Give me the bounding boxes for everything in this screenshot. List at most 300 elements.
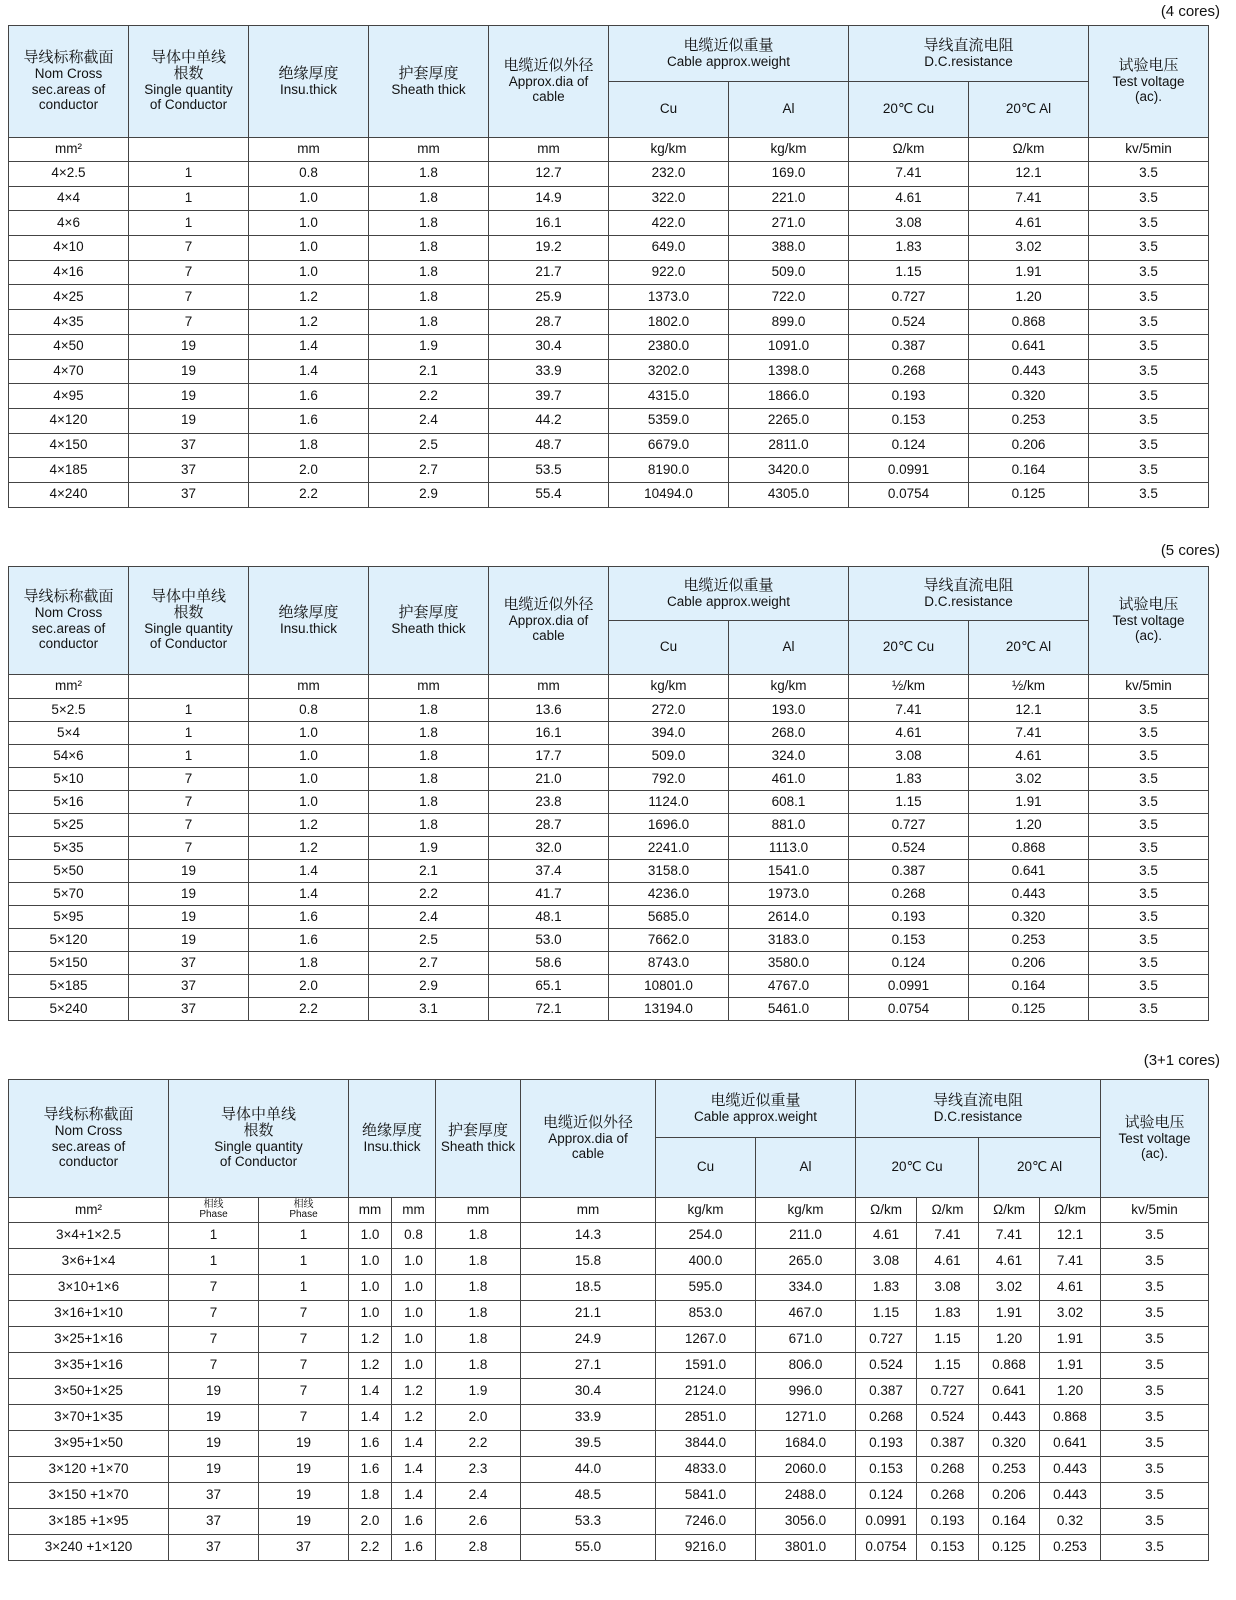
table-cell: 0.268 (849, 883, 969, 906)
row-size-cell: 3×150 +1×70 (9, 1483, 169, 1509)
table-cell: 1.8 (369, 260, 489, 285)
row-size-cell: 3×35+1×16 (9, 1353, 169, 1379)
header-res-cu: 20℃ Cu (849, 621, 969, 675)
row-size-cell: 5×25 (9, 814, 129, 837)
table-cell: 8190.0 (609, 458, 729, 483)
table-cell: 3.5 (1089, 482, 1209, 507)
table-cell: 3.5 (1089, 745, 1209, 768)
table-cell: 1.8 (436, 1249, 521, 1275)
table-cell: 5359.0 (609, 408, 729, 433)
table-cell: 1.8 (369, 814, 489, 837)
table-cell: 1.8 (369, 162, 489, 187)
table-cell: 48.7 (489, 433, 609, 458)
table-cell: 48.5 (521, 1483, 656, 1509)
table-cell: 2.1 (369, 359, 489, 384)
table-cell: 193.0 (729, 699, 849, 722)
table-cell: 422.0 (609, 211, 729, 236)
table-cell: 1.91 (969, 260, 1089, 285)
table-cell: 1271.0 (756, 1405, 856, 1431)
table-cell: 1.2 (249, 285, 369, 310)
table-row (9, 768, 1209, 791)
table-cell: 18.5 (521, 1275, 656, 1301)
table-cell: 19 (129, 860, 249, 883)
table-cell: 4.61 (969, 745, 1089, 768)
table-cell: 39.5 (521, 1431, 656, 1457)
table-cell: 2.0 (436, 1405, 521, 1431)
table-cell: 792.0 (609, 768, 729, 791)
table-row (9, 1249, 1209, 1275)
unit-cell: mm (392, 1198, 436, 1223)
table-cell: 7 (129, 285, 249, 310)
table-cell: 0.206 (979, 1483, 1040, 1509)
row-size-cell: 3×185 +1×95 (9, 1509, 169, 1535)
table-cell: 0.443 (1040, 1457, 1101, 1483)
table-cell: 1.6 (249, 408, 369, 433)
table-cell: 3.5 (1089, 285, 1209, 310)
table-cell: 3.5 (1101, 1431, 1209, 1457)
table-cell: 461.0 (729, 768, 849, 791)
table-row (9, 1535, 1209, 1561)
table-cell: 19 (169, 1405, 259, 1431)
table-cell: 3183.0 (729, 929, 849, 952)
table-row (9, 883, 1209, 906)
table-cell: 211.0 (756, 1223, 856, 1249)
table-cell: 0.320 (979, 1431, 1040, 1457)
table-cell: 5461.0 (729, 998, 849, 1021)
header-sheath: 护套厚度 Sheath thick (369, 26, 489, 138)
table-cell: 3.5 (1101, 1353, 1209, 1379)
table-cell: 28.7 (489, 310, 609, 335)
table-cell: 65.1 (489, 975, 609, 998)
table-cell: 6679.0 (609, 433, 729, 458)
unit-cell: mm (349, 1198, 392, 1223)
table-cell: 1802.0 (609, 310, 729, 335)
table-cell: 1.0 (249, 722, 369, 745)
table-cell: 608.1 (729, 791, 849, 814)
table-cell: 32.0 (489, 837, 609, 860)
table-cell: 7.41 (969, 722, 1089, 745)
row-size-cell: 4×2.5 (9, 162, 129, 187)
table-cell: 12.1 (1040, 1223, 1101, 1249)
table-row (9, 260, 1209, 285)
row-size-cell: 4×4 (9, 186, 129, 211)
table-cell: 33.9 (489, 359, 609, 384)
table-cell: 19 (259, 1509, 349, 1535)
table-cell: 3.5 (1089, 883, 1209, 906)
table-cell: 4305.0 (729, 482, 849, 507)
table-cell: 3.5 (1089, 699, 1209, 722)
unit-cell: mm² (9, 675, 129, 699)
table-cell: 37 (169, 1483, 259, 1509)
table-cell: 1 (259, 1249, 349, 1275)
table-cell: 1 (169, 1223, 259, 1249)
header-sheath: 护套厚度 Sheath thick (436, 1080, 521, 1198)
header-test-voltage: 试验电压 Test voltage (ac). (1101, 1080, 1209, 1198)
table-cell: 7 (169, 1353, 259, 1379)
table-cell: 3.5 (1089, 408, 1209, 433)
table-cell: 4.61 (849, 722, 969, 745)
table-cell: 1.4 (249, 883, 369, 906)
header-resistance: 导线直流电阻 D.C.resistance (849, 26, 1089, 82)
table-cell: 19.2 (489, 236, 609, 261)
table-cell: 1.20 (1040, 1379, 1101, 1405)
table-cell: 7 (259, 1327, 349, 1353)
table-cell: 19 (129, 384, 249, 409)
table-cell: 3.5 (1089, 310, 1209, 335)
table-cell: 7.41 (1040, 1249, 1101, 1275)
table-cell: 1.15 (856, 1301, 917, 1327)
table-cell: 12.1 (969, 699, 1089, 722)
table-cell: 7 (129, 310, 249, 335)
table-cell: 17.7 (489, 745, 609, 768)
table-cell: 388.0 (729, 236, 849, 261)
units-row (9, 1198, 1209, 1223)
unit-cell: 相线 Phase (259, 1198, 349, 1223)
table-row (9, 1353, 1209, 1379)
table-cell: 2.2 (369, 384, 489, 409)
table-cell: 0.206 (969, 433, 1089, 458)
table-cell: 509.0 (729, 260, 849, 285)
row-size-cell: 5×2.5 (9, 699, 129, 722)
table-cell: 899.0 (729, 310, 849, 335)
row-size-cell: 4×95 (9, 384, 129, 409)
table-cell: 4.61 (849, 186, 969, 211)
table-cell: 0.387 (849, 860, 969, 883)
table-cell: 19 (169, 1457, 259, 1483)
table-cell: 0.0991 (856, 1509, 917, 1535)
table-cell: 1.6 (249, 929, 369, 952)
table-cell: 2.9 (369, 975, 489, 998)
table-cell: 7 (129, 236, 249, 261)
table-cell: 1.8 (369, 791, 489, 814)
table-row (9, 310, 1209, 335)
table-cell: 2.2 (249, 998, 369, 1021)
table-cell: 1.8 (436, 1327, 521, 1353)
table-cell: 3.5 (1089, 837, 1209, 860)
table-cell: 21.1 (521, 1301, 656, 1327)
table-cell: 0.164 (979, 1509, 1040, 1535)
table-cell: 3.5 (1101, 1223, 1209, 1249)
row-size-cell: 5×50 (9, 860, 129, 883)
table-cell: 1.4 (392, 1483, 436, 1509)
table-cell: 21.7 (489, 260, 609, 285)
table-row (9, 285, 1209, 310)
table-cell: 0.868 (979, 1353, 1040, 1379)
table-cell: 2124.0 (656, 1379, 756, 1405)
table-row (9, 1483, 1209, 1509)
table-cell: 0.524 (849, 310, 969, 335)
table-row (9, 433, 1209, 458)
table-row (9, 1223, 1209, 1249)
table-cell: 1 (129, 186, 249, 211)
table-cell: 1.8 (369, 186, 489, 211)
table-cell: 0.727 (849, 814, 969, 837)
table-row (9, 334, 1209, 359)
unit-cell: kg/km (756, 1198, 856, 1223)
table-cell: 0.124 (856, 1483, 917, 1509)
header-test-voltage: 试验电压 Test voltage (ac). (1089, 567, 1209, 675)
table-cell: 16.1 (489, 722, 609, 745)
row-size-cell: 4×150 (9, 433, 129, 458)
table-cell: 1.9 (369, 837, 489, 860)
table-cell: 1.8 (436, 1353, 521, 1379)
table-row (9, 1457, 1209, 1483)
table-cell: 3.5 (1089, 722, 1209, 745)
table-cell: 19 (129, 359, 249, 384)
unit-cell: mm² (9, 1198, 169, 1223)
table-cell: 0.443 (969, 883, 1089, 906)
table-cell: 1.0 (249, 211, 369, 236)
table-cell: 0.443 (969, 359, 1089, 384)
table-cell: 2614.0 (729, 906, 849, 929)
table-cell: 55.4 (489, 482, 609, 507)
table-cell: 0.253 (969, 929, 1089, 952)
table-cell: 1.15 (849, 791, 969, 814)
header-weight-al: Al (729, 621, 849, 675)
table-cell: 19 (169, 1431, 259, 1457)
table-cell: 5841.0 (656, 1483, 756, 1509)
table-cell: 1541.0 (729, 860, 849, 883)
table-cell: 1.0 (349, 1301, 392, 1327)
table-cell: 3.5 (1089, 768, 1209, 791)
table-cell: 1.83 (849, 236, 969, 261)
table-cell: 400.0 (656, 1249, 756, 1275)
unit-cell: mm (436, 1198, 521, 1223)
unit-cell: Ω/km (979, 1198, 1040, 1223)
row-size-cell: 3×4+1×2.5 (9, 1223, 169, 1249)
unit-cell: 相线 Phase (169, 1198, 259, 1223)
header-weight-al: Al (756, 1138, 856, 1198)
row-size-cell: 5×35 (9, 837, 129, 860)
unit-cell: ½/km (849, 675, 969, 699)
table-cell: 1.4 (249, 359, 369, 384)
table-cell: 8743.0 (609, 952, 729, 975)
table-cell: 232.0 (609, 162, 729, 187)
table-cell: 1 (129, 722, 249, 745)
table-cell: 19 (129, 906, 249, 929)
unit-cell: Ω/km (1040, 1198, 1101, 1223)
table-cell: 1.8 (369, 745, 489, 768)
table-cell: 334.0 (756, 1275, 856, 1301)
table-cell: 7 (129, 814, 249, 837)
table-cell: 2.0 (349, 1509, 392, 1535)
table-cell: 3.5 (1089, 929, 1209, 952)
table-cell: 16.1 (489, 211, 609, 236)
header-weight-cu: Cu (609, 82, 729, 138)
table-cell: 2060.0 (756, 1457, 856, 1483)
table-cell: 1.83 (856, 1275, 917, 1301)
row-size-cell: 3×70+1×35 (9, 1405, 169, 1431)
table-cell: 19 (259, 1483, 349, 1509)
table-cell: 1.9 (436, 1379, 521, 1405)
table-cell: 44.0 (521, 1457, 656, 1483)
table-cell: 3.1 (369, 998, 489, 1021)
header-res-cu: 20℃ Cu (849, 82, 969, 138)
table-cell: 0.0754 (849, 482, 969, 507)
table-cell: 1091.0 (729, 334, 849, 359)
table-cell: 0.524 (856, 1353, 917, 1379)
table-cell: 3.5 (1101, 1483, 1209, 1509)
table-cell: 2811.0 (729, 433, 849, 458)
table-cell: 1.20 (969, 285, 1089, 310)
table-cell: 1.0 (392, 1353, 436, 1379)
header-res-cu: 20℃ Cu (856, 1138, 979, 1198)
row-size-cell: 3×240 +1×120 (9, 1535, 169, 1561)
unit-cell: Ω/km (917, 1198, 979, 1223)
table-cell: 1.0 (249, 745, 369, 768)
table-cell: 24.9 (521, 1327, 656, 1353)
table-cell: 0.0754 (849, 998, 969, 1021)
table-row (9, 186, 1209, 211)
table-row (9, 952, 1209, 975)
spec-table-5-cores (8, 566, 1209, 1021)
table-cell: 58.6 (489, 952, 609, 975)
table-cell: 0.641 (969, 334, 1089, 359)
table-cell: 853.0 (656, 1301, 756, 1327)
table-cell: 0.268 (856, 1405, 917, 1431)
table-cell: 10801.0 (609, 975, 729, 998)
table-cell: 3158.0 (609, 860, 729, 883)
table-cell: 7 (259, 1353, 349, 1379)
table-cell: 7 (129, 768, 249, 791)
table-cell: 1.8 (369, 722, 489, 745)
table-cell: 0.253 (979, 1457, 1040, 1483)
header-sheath: 护套厚度 Sheath thick (369, 567, 489, 675)
table-cell: 53.3 (521, 1509, 656, 1535)
table-cell: 1 (259, 1223, 349, 1249)
table-cell: 3.5 (1089, 334, 1209, 359)
table-row (9, 814, 1209, 837)
header-resistance: 导线直流电阻 D.C.resistance (849, 567, 1089, 621)
table-cell: 7.41 (849, 162, 969, 187)
table-row (9, 745, 1209, 768)
table-cell: 1.6 (249, 906, 369, 929)
table-cell: 1.15 (849, 260, 969, 285)
table-cell: 1866.0 (729, 384, 849, 409)
table-cell: 2488.0 (756, 1483, 856, 1509)
table-cell: 37 (129, 482, 249, 507)
unit-cell: Ω/km (856, 1198, 917, 1223)
header-cross-section: 导线标称截面 Nom Cross sec.areas of conductor (9, 1080, 169, 1198)
table-cell: 3.5 (1101, 1275, 1209, 1301)
table-cell: 37 (129, 998, 249, 1021)
row-size-cell: 5×150 (9, 952, 129, 975)
table-cell: 1.0 (249, 768, 369, 791)
table-cell: 1.91 (979, 1301, 1040, 1327)
table-cell: 7 (169, 1275, 259, 1301)
table-cell: 7 (169, 1327, 259, 1353)
table-cell: 1373.0 (609, 285, 729, 310)
table-cell: 3.5 (1101, 1301, 1209, 1327)
table-row (9, 408, 1209, 433)
header-res-al: 20℃ Al (969, 621, 1089, 675)
table-cell: 2.5 (369, 433, 489, 458)
table-cell: 53.5 (489, 458, 609, 483)
table-cell: 2380.0 (609, 334, 729, 359)
table-cell: 0.727 (849, 285, 969, 310)
row-size-cell: 4×25 (9, 285, 129, 310)
header-test-voltage: 试验电压 Test voltage (ac). (1089, 26, 1209, 138)
table-row (9, 975, 1209, 998)
row-size-cell: 4×10 (9, 236, 129, 261)
table-cell: 0.253 (969, 408, 1089, 433)
table-cell: 922.0 (609, 260, 729, 285)
table-cell: 1.6 (349, 1457, 392, 1483)
table-cell: 3420.0 (729, 458, 849, 483)
header-res-al: 20℃ Al (979, 1138, 1101, 1198)
table-cell: 19 (129, 408, 249, 433)
table-cell: 3.02 (969, 236, 1089, 261)
table-cell: 0.268 (849, 359, 969, 384)
table-cell: 3.5 (1089, 814, 1209, 837)
table-cell: 3.5 (1089, 211, 1209, 236)
table-cell: 3.02 (969, 768, 1089, 791)
table-cell: 3844.0 (656, 1431, 756, 1457)
table-cell: 3.08 (849, 211, 969, 236)
table-cell: 27.1 (521, 1353, 656, 1379)
table-cell: 1 (169, 1249, 259, 1275)
table-cell: 0.641 (979, 1379, 1040, 1405)
table-cell: 0.727 (917, 1379, 979, 1405)
table-row (9, 1379, 1209, 1405)
table-caption-4-cores: (4 cores) (1160, 3, 1220, 20)
table-cell: 2.4 (369, 906, 489, 929)
table-cell: 3202.0 (609, 359, 729, 384)
header-wire-quantity: 导体中单线 根数 Single quantity of Conductor (169, 1080, 349, 1198)
table-row (9, 482, 1209, 507)
table-cell: 3.5 (1089, 906, 1209, 929)
table-cell: 1.2 (349, 1353, 392, 1379)
table-cell: 3056.0 (756, 1509, 856, 1535)
table-cell: 595.0 (656, 1275, 756, 1301)
table-cell: 0.253 (1040, 1535, 1101, 1561)
table-cell: 1.2 (249, 310, 369, 335)
table-cell: 0.868 (969, 837, 1089, 860)
table-cell: 268.0 (729, 722, 849, 745)
row-size-cell: 3×16+1×10 (9, 1301, 169, 1327)
table-cell: 2.4 (369, 408, 489, 433)
header-insulation: 绝缘厚度 Insu.thick (249, 26, 369, 138)
table-cell: 0.320 (969, 384, 1089, 409)
table-cell: 5685.0 (609, 906, 729, 929)
table-cell: 3.5 (1089, 791, 1209, 814)
row-size-cell: 3×25+1×16 (9, 1327, 169, 1353)
table-cell: 0.193 (917, 1509, 979, 1535)
table-cell: 30.4 (521, 1379, 656, 1405)
table-cell: 3.5 (1089, 998, 1209, 1021)
table-cell: 33.9 (521, 1405, 656, 1431)
table-cell: 19 (169, 1379, 259, 1405)
table-cell: 1.6 (392, 1509, 436, 1535)
table-cell: 4315.0 (609, 384, 729, 409)
table-cell: 322.0 (609, 186, 729, 211)
table-cell: 3.5 (1089, 952, 1209, 975)
table-cell: 7.41 (969, 186, 1089, 211)
unit-cell: kv/5min (1089, 138, 1209, 162)
table-cell: 1.4 (392, 1431, 436, 1457)
spec-table-3-plus-1-cores (8, 1079, 1209, 1561)
table-cell: 221.0 (729, 186, 849, 211)
table-cell: 1.8 (369, 211, 489, 236)
unit-cell: mm (489, 138, 609, 162)
row-size-cell: 3×50+1×25 (9, 1379, 169, 1405)
unit-cell: Ω/km (969, 138, 1089, 162)
table-cell: 996.0 (756, 1379, 856, 1405)
table-cell: 3.08 (849, 745, 969, 768)
row-size-cell: 4×240 (9, 482, 129, 507)
table-cell: 4767.0 (729, 975, 849, 998)
unit-cell (129, 138, 249, 162)
